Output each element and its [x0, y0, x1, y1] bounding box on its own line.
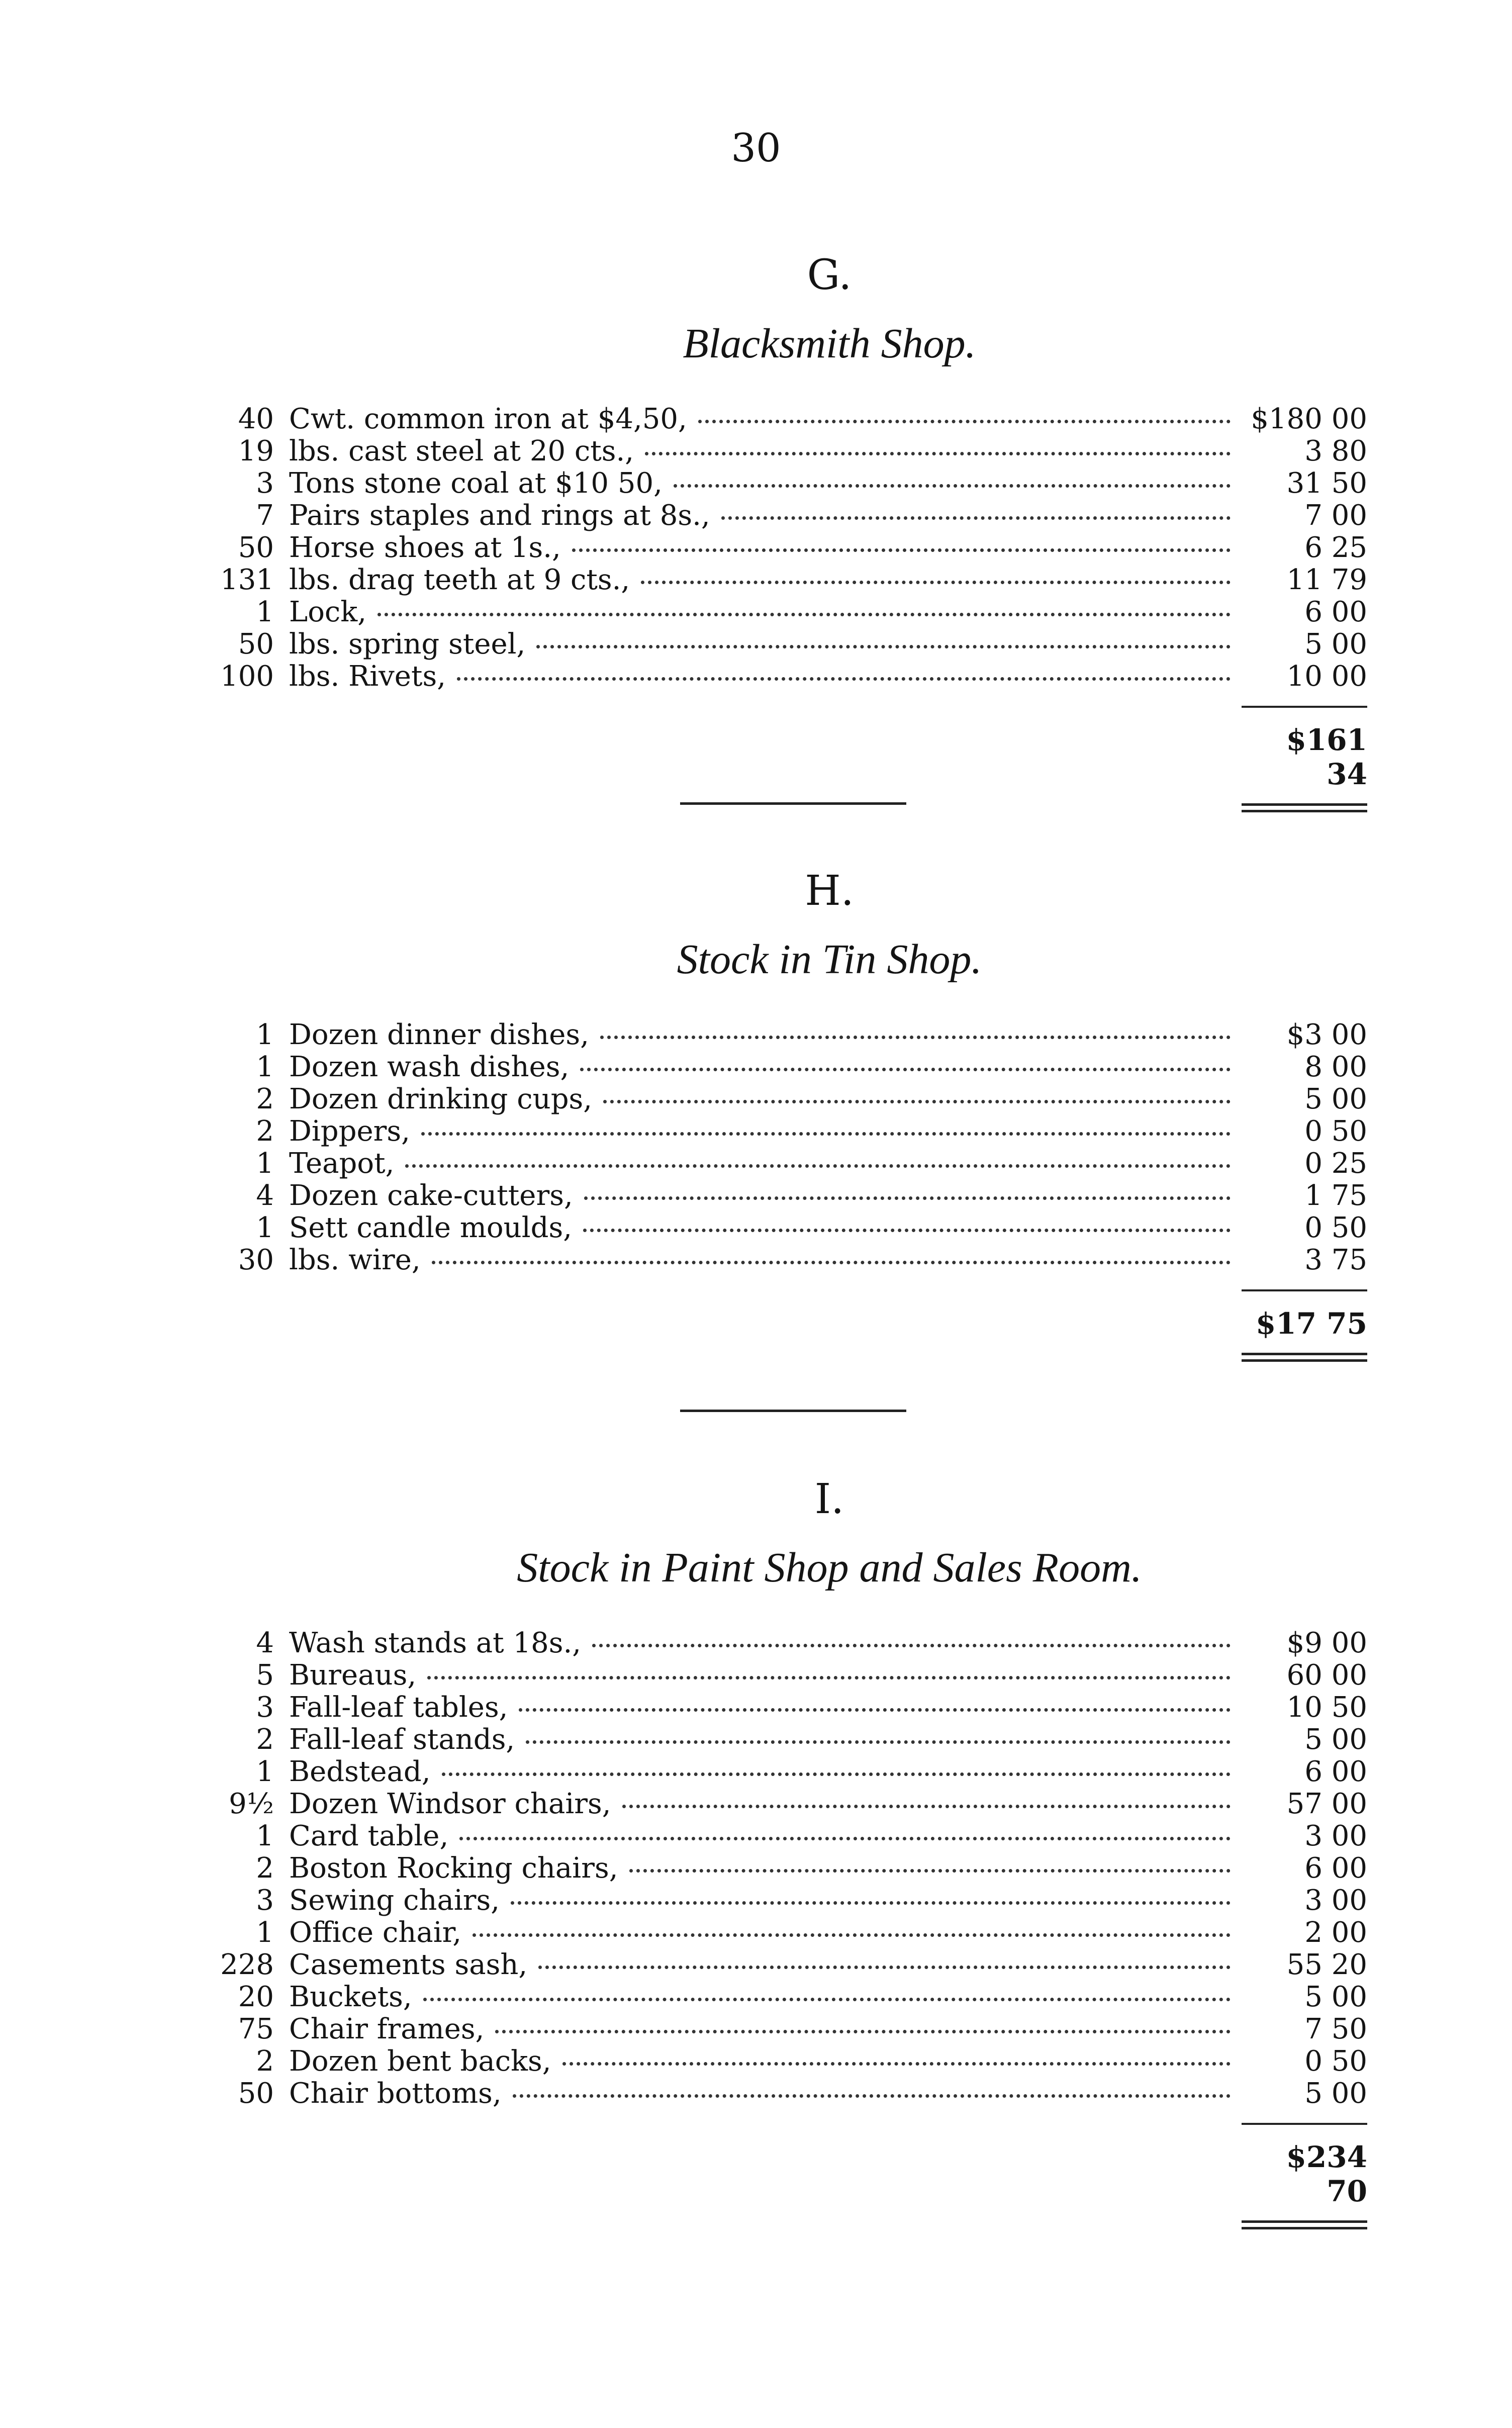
item-quantity: 3	[256, 467, 274, 500]
item-description: Boston Rocking chairs,	[289, 1852, 618, 1885]
item-amount: 2 00	[1304, 1916, 1367, 1949]
item-description: Tons stone coal at $10 50,	[289, 467, 663, 500]
dot-leader	[580, 1068, 1231, 1071]
dot-leader	[472, 1933, 1231, 1937]
item-description: Cwt. common iron at $4,50,	[289, 403, 687, 435]
item-amount: 57 00	[1286, 1788, 1367, 1820]
item-amount: 3 00	[1304, 1884, 1367, 1917]
item-description: Lock,	[289, 596, 366, 628]
line-item	[216, 1019, 1367, 1051]
item-description: lbs. drag teeth at 9 cts.,	[289, 564, 630, 596]
dot-leader	[583, 1229, 1231, 1232]
item-description: Chair frames,	[289, 2013, 485, 2045]
total-row	[216, 2123, 1367, 2208]
item-quantity: 4	[256, 1627, 274, 1659]
item-quantity: 50	[238, 2077, 274, 2110]
section-blacksmith-shop	[216, 251, 1367, 812]
line-item	[216, 1885, 1367, 1917]
item-amount: 5 00	[1304, 1723, 1367, 1756]
item-description: Fall-leaf tables,	[289, 1691, 508, 1724]
dot-leader	[526, 1740, 1231, 1744]
item-quantity: 2	[256, 1083, 274, 1115]
dot-leader	[457, 677, 1231, 681]
item-quantity: 9½	[229, 1788, 274, 1820]
item-quantity: 1	[256, 1820, 274, 1852]
dot-leader	[442, 1772, 1231, 1776]
item-quantity: 100	[220, 660, 274, 693]
section-letter: I.	[814, 1475, 844, 1523]
line-item	[216, 1981, 1367, 2013]
dot-leader	[584, 1196, 1231, 1200]
item-amount: 6 25	[1304, 531, 1367, 564]
double-rule	[216, 1353, 1367, 1362]
item-quantity: 2	[256, 1852, 274, 1885]
dot-leader	[592, 1644, 1231, 1647]
dot-leader	[511, 1901, 1231, 1905]
line-item	[216, 1917, 1367, 1949]
total-row	[216, 1289, 1367, 1341]
item-description: Dozen bent backs,	[289, 2045, 551, 2078]
line-item	[216, 1659, 1367, 1692]
item-quantity: 1	[256, 1018, 274, 1051]
item-amount: $3 00	[1286, 1018, 1367, 1051]
line-item	[216, 1083, 1367, 1115]
section-letter: H.	[805, 867, 854, 915]
dot-leader	[572, 548, 1231, 552]
item-quantity: 1	[256, 1147, 274, 1180]
line-item	[216, 403, 1367, 435]
section-total: $234 70	[1242, 2123, 1367, 2208]
line-item	[216, 468, 1367, 500]
page-number: 30	[731, 126, 781, 171]
item-description: Bedstead,	[289, 1755, 431, 1788]
item-quantity: 4	[256, 1179, 274, 1212]
item-description: Sewing chairs,	[289, 1884, 500, 1917]
dot-leader	[538, 1966, 1231, 1969]
item-amount: 11 79	[1286, 564, 1367, 596]
item-description: Pairs staples and rings at 8s.,	[289, 499, 710, 532]
dot-leader	[721, 516, 1231, 520]
dot-leader	[513, 2094, 1231, 2098]
item-amount: 10 00	[1286, 660, 1367, 693]
dot-leader	[536, 645, 1231, 648]
item-quantity: 19	[238, 435, 274, 468]
item-description: Wash stands at 18s.,	[289, 1627, 582, 1659]
dot-leader	[377, 613, 1231, 616]
item-amount: 6 00	[1304, 1755, 1367, 1788]
item-quantity: 2	[256, 1115, 274, 1148]
line-item	[216, 2078, 1367, 2110]
dot-leader	[603, 1100, 1231, 1103]
item-description: Dozen dinner dishes,	[289, 1018, 589, 1051]
item-quantity: 75	[238, 2013, 274, 2045]
item-amount: 10 50	[1286, 1691, 1367, 1724]
item-description: Dozen cake-cutters,	[289, 1179, 573, 1212]
line-item	[216, 1212, 1367, 1244]
section-tin-shop	[216, 867, 1367, 1362]
dot-leader	[427, 1676, 1231, 1679]
item-quantity: 7	[256, 499, 274, 532]
item-quantity: 5	[256, 1659, 274, 1692]
item-amount: 0 50	[1304, 1211, 1367, 1244]
item-amount: 1 75	[1304, 1179, 1367, 1212]
item-amount: 6 00	[1304, 596, 1367, 628]
item-description: Office chair,	[289, 1916, 462, 1949]
item-description: Fall-leaf stands,	[289, 1723, 515, 1756]
item-quantity: 50	[238, 531, 274, 564]
line-item	[216, 628, 1367, 661]
line-item	[216, 564, 1367, 596]
item-description: Casements sash,	[289, 1948, 528, 1981]
line-item	[216, 661, 1367, 693]
section-letter: G.	[807, 251, 852, 299]
section-paint-shop	[216, 1475, 1367, 2229]
line-item	[216, 1820, 1367, 1852]
item-amount: 8 00	[1304, 1051, 1367, 1083]
line-item	[216, 1756, 1367, 1788]
item-amount: 6 00	[1304, 1852, 1367, 1885]
line-item	[216, 1788, 1367, 1820]
dot-leader	[674, 484, 1231, 488]
item-description: Dippers,	[289, 1115, 410, 1148]
item-description: lbs. wire,	[289, 1244, 421, 1276]
item-description: Dozen drinking cups,	[289, 1083, 593, 1115]
item-amount: 7 00	[1304, 499, 1367, 532]
item-description: lbs. cast steel at 20 cts.,	[289, 435, 634, 468]
item-quantity: 1	[256, 596, 274, 628]
line-item	[216, 435, 1367, 468]
item-quantity: 1	[256, 1916, 274, 1949]
item-quantity: 30	[238, 1244, 274, 1276]
item-amount: 7 50	[1304, 2013, 1367, 2045]
item-amount: 60 00	[1286, 1659, 1367, 1692]
item-description: lbs. Rivets,	[289, 660, 446, 693]
dot-leader	[432, 1261, 1231, 1264]
line-item	[216, 2045, 1367, 2078]
item-amount: 55 20	[1286, 1948, 1367, 1981]
dot-leader	[562, 2062, 1231, 2066]
dot-leader	[421, 1132, 1231, 1136]
item-amount: 5 00	[1304, 1981, 1367, 2013]
line-item	[216, 1051, 1367, 1083]
dot-leader	[405, 1164, 1231, 1168]
dot-leader	[423, 1998, 1231, 2001]
line-item	[216, 532, 1367, 564]
item-list	[216, 403, 1367, 693]
section-divider	[680, 1410, 906, 1412]
line-item	[216, 1724, 1367, 1756]
item-quantity: 2	[256, 2045, 274, 2078]
line-item	[216, 1627, 1367, 1659]
section-title: Stock in Tin Shop.	[677, 936, 982, 983]
item-list	[216, 1627, 1367, 2110]
line-item	[216, 596, 1367, 628]
item-description: Horse shoes at 1s.,	[289, 531, 561, 564]
dot-leader	[645, 452, 1231, 455]
item-quantity: 3	[256, 1691, 274, 1724]
item-description: Chair bottoms,	[289, 2077, 502, 2110]
item-quantity: 1	[256, 1051, 274, 1083]
line-item	[216, 1852, 1367, 1885]
section-title: Blacksmith Shop.	[683, 320, 976, 367]
line-item	[216, 1949, 1367, 1981]
line-item	[216, 1115, 1367, 1148]
dot-leader	[519, 1708, 1231, 1712]
line-item	[216, 2013, 1367, 2045]
item-amount: 31 50	[1286, 467, 1367, 500]
item-amount: 0 50	[1304, 2045, 1367, 2078]
item-quantity: 50	[238, 628, 274, 661]
item-quantity: 131	[220, 564, 274, 596]
item-amount: 5 00	[1304, 1083, 1367, 1115]
item-quantity: 40	[238, 403, 274, 435]
section-title: Stock in Paint Shop and Sales Room.	[517, 1544, 1142, 1591]
line-item	[216, 1244, 1367, 1276]
dot-leader	[641, 581, 1231, 584]
dot-leader	[495, 2030, 1231, 2033]
item-amount: 3 75	[1304, 1244, 1367, 1276]
line-item	[216, 500, 1367, 532]
item-description: Sett candle moulds,	[289, 1211, 573, 1244]
item-quantity: 2	[256, 1723, 274, 1756]
section-total: $161 34	[1242, 706, 1367, 791]
item-description: Bureaus,	[289, 1659, 417, 1692]
item-description: Dozen wash dishes,	[289, 1051, 570, 1083]
dot-leader	[629, 1869, 1231, 1873]
item-quantity: 3	[256, 1884, 274, 1917]
item-quantity: 1	[256, 1211, 274, 1244]
item-description: Card table,	[289, 1820, 449, 1852]
item-description: Teapot,	[289, 1147, 395, 1180]
dot-leader	[622, 1805, 1231, 1808]
item-amount: 5 00	[1304, 628, 1367, 661]
item-description: lbs. spring steel,	[289, 628, 526, 661]
item-amount: 3 00	[1304, 1820, 1367, 1852]
item-amount: 0 25	[1304, 1147, 1367, 1180]
line-item	[216, 1692, 1367, 1724]
dot-leader	[698, 420, 1231, 423]
dot-leader	[600, 1036, 1231, 1039]
item-amount: $9 00	[1286, 1627, 1367, 1659]
item-quantity: 20	[238, 1981, 274, 2013]
item-amount: 0 50	[1304, 1115, 1367, 1148]
item-quantity: 228	[220, 1948, 274, 1981]
item-description: Buckets,	[289, 1981, 412, 2013]
double-rule	[216, 2220, 1367, 2229]
item-amount: 3 80	[1304, 435, 1367, 468]
item-list	[216, 1019, 1367, 1276]
section-divider	[680, 802, 906, 805]
item-amount: 5 00	[1304, 2077, 1367, 2110]
dot-leader	[459, 1837, 1231, 1840]
line-item	[216, 1148, 1367, 1180]
item-amount: $180 00	[1251, 403, 1367, 435]
section-total: $17 75	[1242, 1289, 1367, 1341]
line-item	[216, 1180, 1367, 1212]
item-quantity: 1	[256, 1755, 274, 1788]
total-row	[216, 706, 1367, 791]
item-description: Dozen Windsor chairs,	[289, 1788, 611, 1820]
